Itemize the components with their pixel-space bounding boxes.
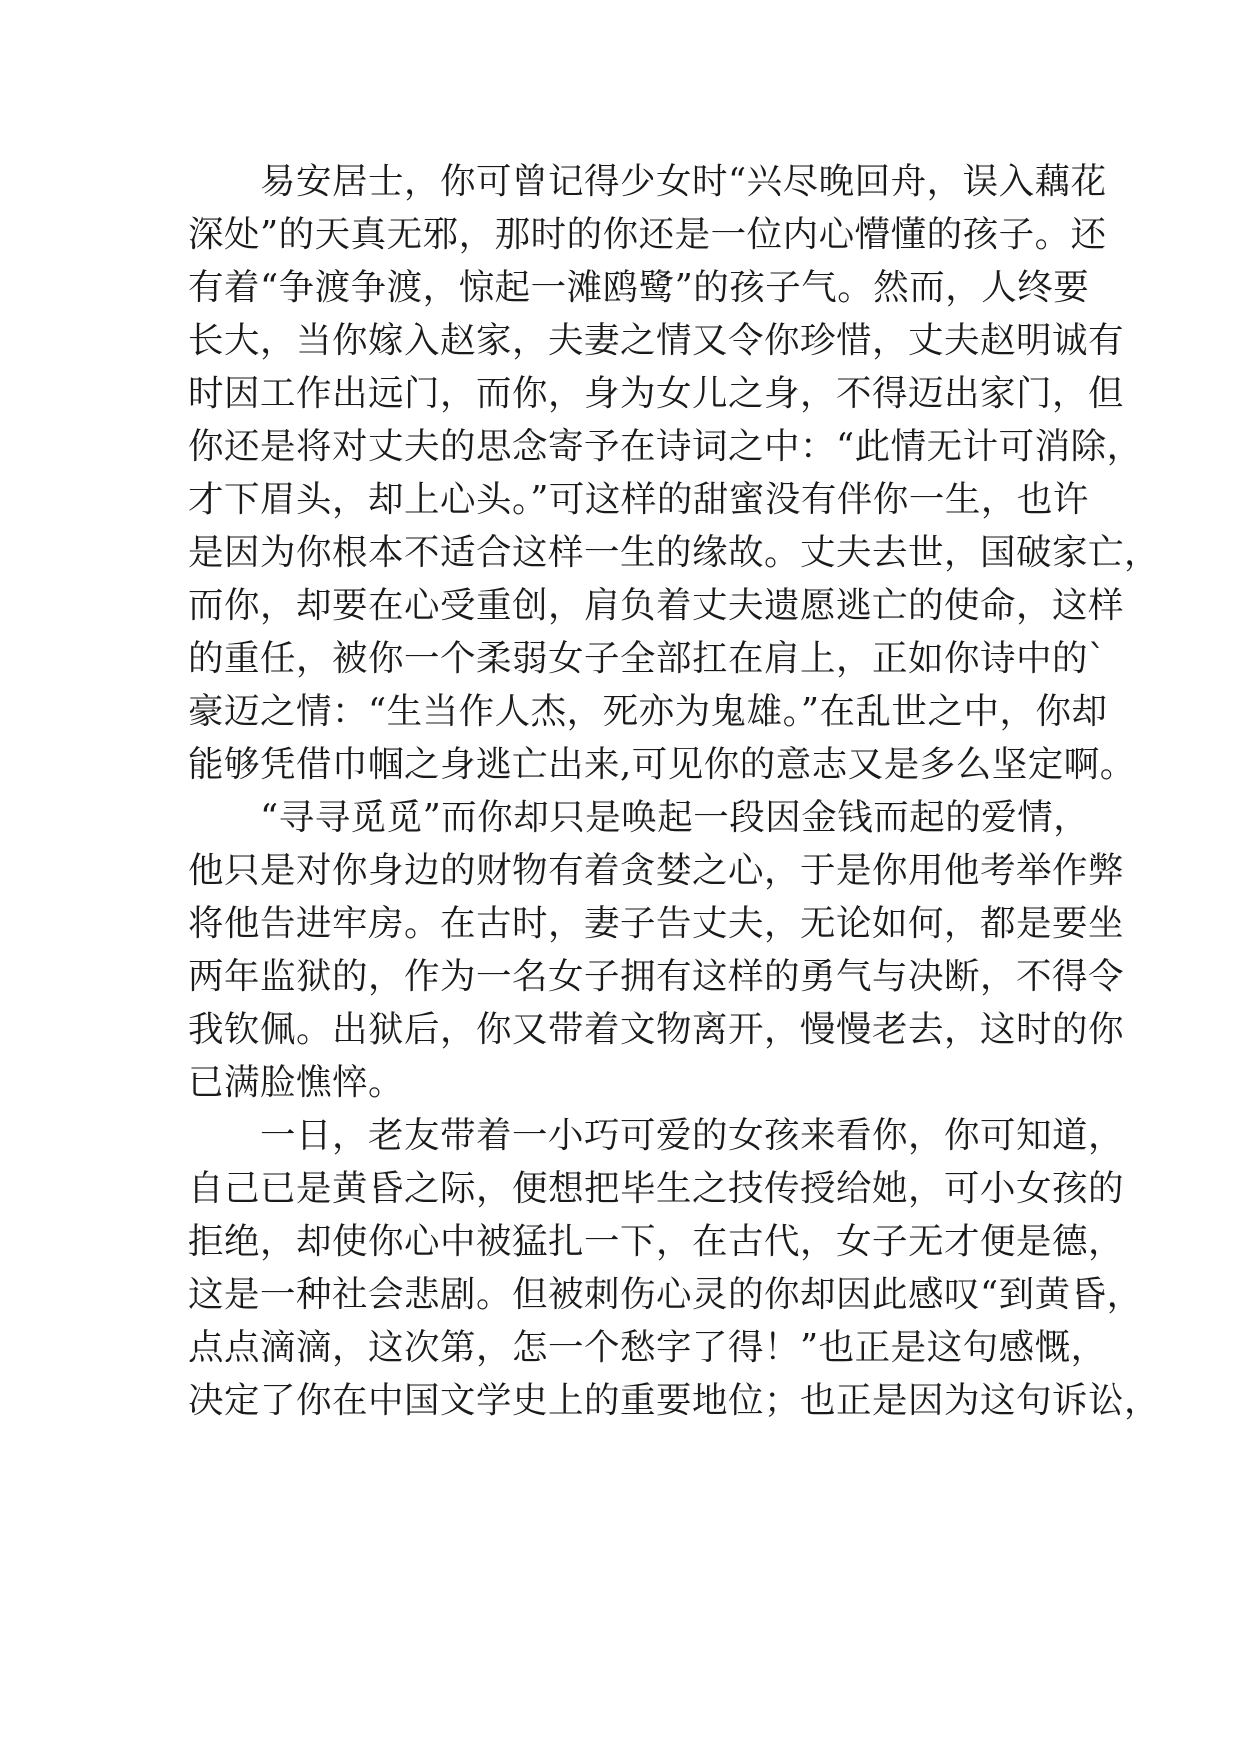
text-line: 能够凭借巾帼之身逃亡出来,可见你的意志又是多么坚定啊。 xyxy=(188,744,1136,785)
text-line: 一日，老友带着一小巧可爱的女孩来看你，你可知道， xyxy=(188,1115,1125,1156)
text-line: 豪迈之情：“生当作人杰，死亦为鬼雄。”在乱世之中，你却 xyxy=(188,691,1108,732)
text-line: 我钦佩。出狱后，你又带着文物离开，慢慢老去，这时的你 xyxy=(188,1009,1125,1050)
text-line: 长大，当你嫁入赵家，夫妻之情又令你珍惜，丈夫赵明诚有 xyxy=(188,320,1125,361)
text-line: 他只是对你身边的财物有着贪婪之心，于是你用他考举作弊 xyxy=(188,850,1125,891)
text-line: 时因工作出远门，而你，身为女儿之身，不得迈出家门，但 xyxy=(188,373,1125,414)
text-line: 是因为你根本不适合这样一生的缘故。丈夫去世，国破家亡， xyxy=(188,532,1161,573)
text-line: 的重任，被你一个柔弱女子全部扛在肩上，正如你诗中的` xyxy=(188,638,1107,679)
text-line: 易安居士，你可曾记得少女时“兴尽晚回舟，误入藕花 xyxy=(188,161,1107,202)
paragraph-2 xyxy=(188,791,1125,1109)
text-line: 这是一种社会悲剧。但被刺伤心灵的你却因此感叹“到黄昏， xyxy=(188,1274,1143,1315)
text-line: 将他告进牢房。在古时，妻子告丈夫，无论如何，都是要坐 xyxy=(188,903,1125,944)
text-line: 拒绝，却使你心中被猛扎一下，在古代，女子无才便是德， xyxy=(188,1221,1125,1262)
text-line: 有着“争渡争渡，惊起一滩鸥鹭”的孩子气。然而，人终要 xyxy=(188,267,1090,308)
text-line: 点点滴滴，这次第，怎一个愁字了得！”也正是这句感慨， xyxy=(188,1327,1107,1368)
paragraph-1 xyxy=(188,155,1161,791)
essay-body xyxy=(188,155,1161,1427)
text-line: 你还是将对丈夫的思念寄予在诗词之中：“此情无计可消除， xyxy=(188,426,1143,467)
paragraph-3 xyxy=(188,1109,1161,1427)
text-line: 决定了你在中国文学史上的重要地位；也正是因为这句诉讼， xyxy=(188,1380,1161,1421)
text-line: 已满脸憔悴。 xyxy=(188,1062,405,1103)
text-line: 两年监狱的，作为一名女子拥有这样的勇气与决断，不得令 xyxy=(188,956,1125,997)
text-line: 深处”的天真无邪，那时的你还是一位内心懵懂的孩子。还 xyxy=(188,214,1107,255)
text-line: “寻寻觅觅”而你却只是唤起一段因金钱而起的爱情， xyxy=(188,797,1090,838)
text-line: 而你，却要在心受重创，肩负着丈夫遗愿逃亡的使命，这样 xyxy=(188,585,1125,626)
text-line: 才下眉头，却上心头。”可这样的甜蜜没有伴你一生，也许 xyxy=(188,479,1089,520)
text-line: 自己已是黄昏之际，便想把毕生之技传授给她，可小女孩的 xyxy=(188,1168,1125,1209)
